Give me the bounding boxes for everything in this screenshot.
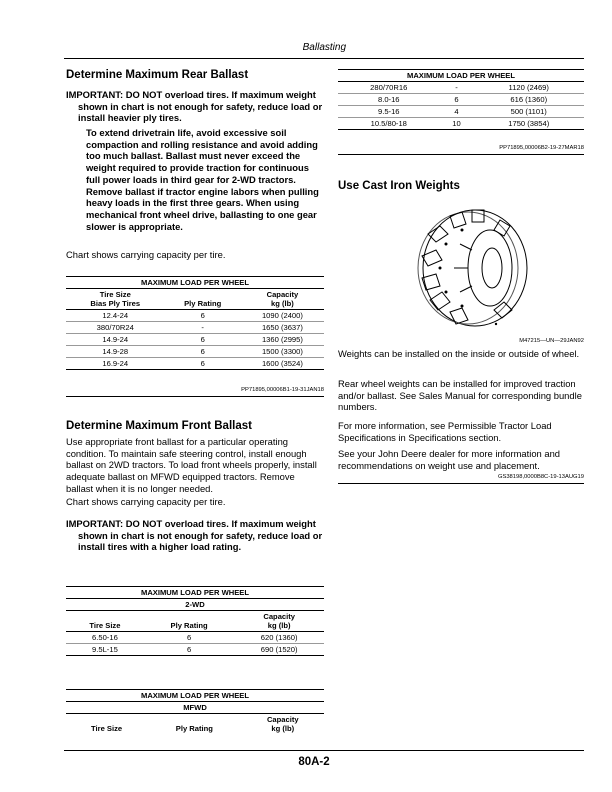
rear-ballast-heading: Determine Maximum Rear Ballast <box>66 69 249 81</box>
table-row: 10.5/80-18 10 1750 (3854) <box>338 118 584 130</box>
mfwd-table-caption: MAXIMUM LOAD PER WHEEL <box>66 690 324 702</box>
table-row: 12.4-24 6 1090 (2400) <box>66 310 324 322</box>
2wd-col-tire: Tire Size <box>66 611 144 632</box>
rear-table-caption: MAXIMUM LOAD PER WHEEL <box>66 277 324 289</box>
table-row: 6.50-16 6 620 (1360) <box>66 632 324 644</box>
mfwd-col-ply: Ply Rating <box>175 724 213 733</box>
dealer-text: See your John Deere dealer for more information and recommendations on weight use and placement. <box>338 448 560 471</box>
right-reference-code: PP71895,00006B2-19-27MAR18 <box>499 145 584 151</box>
section-end-rule <box>338 154 584 155</box>
front-body-text: Use appropriate front ballast for a particular operating condition. To maintain safe steering control, install enough ballast on 2WD tractors. To load front wheels properly, install adequate ballast on MFWD equipped tractors. Remove ballast when it is no longer needed. <box>66 436 317 494</box>
2wd-table-subhead: 2-WD <box>66 599 324 611</box>
2wd-col-ply: Ply Rating <box>144 611 235 632</box>
rear-load-table <box>66 276 324 370</box>
table-row: 9.5L-15 6 690 (1520) <box>66 644 324 656</box>
table-row: 16.9-24 6 1600 (3524) <box>66 358 324 370</box>
2wd-table-caption: MAXIMUM LOAD PER WHEEL <box>66 587 324 599</box>
table-row: 280/70R16 - 1120 (2469) <box>338 82 584 94</box>
table-row: 380/70R24 - 1650 (3637) <box>66 322 324 334</box>
wheel-weights-illustration <box>400 204 540 332</box>
rear-col-ply: Ply Rating <box>165 289 241 310</box>
table-row: 14.9-24 6 1360 (2995) <box>66 334 324 346</box>
front-2wd-table <box>66 586 324 656</box>
mfwd-col-tire: Tire Size <box>91 724 123 733</box>
weights-install-text: Weights can be installed on the inside or outside of wheel. <box>338 348 580 359</box>
rear-load-table-continued <box>338 69 584 130</box>
mfwd-table-subhead: MFWD <box>66 702 324 714</box>
section-end-rule <box>66 396 324 397</box>
front-chart-note: Chart shows carrying capacity per tire. <box>66 496 226 507</box>
front-mfwd-table <box>66 689 324 734</box>
page-number: 80A-2 <box>298 756 330 768</box>
right-reference-code-2: GS38198,0000B8C-19-13AUG19 <box>497 474 584 480</box>
header-title: Ballasting <box>302 42 346 53</box>
footer-rule <box>64 750 584 751</box>
rear-chart-note: Chart shows carrying capacity per tire. <box>66 249 226 260</box>
rear-important-detail: To extend drivetrain life, avoid excessive soil compaction and rolling resistance and avoid adding too much ballast. Ballast must never exceed the weight required to provide traction for continuous full power loads in third gear for 2-WD tractors. Remove ballast if tractor engine labors when pulling heavy loads in the first three gears. When using mechanical front wheel drive, ballasting to one gear slower is appropriate. <box>86 127 319 232</box>
front-important-note: IMPORTANT: DO NOT overload tires. If maximum weight shown in chart is not enough for safety, reduce load or install tires with a higher load rating. <box>66 518 323 553</box>
header-rule <box>64 58 584 59</box>
2wd-col-capacity: Capacity kg (lb) <box>234 611 324 632</box>
mfwd-col-capacity: Capacity kg (lb) <box>266 715 299 733</box>
image-label: M47215—UN—29JAN92 <box>519 338 584 344</box>
more-info-text: For more information, see Permissible Tractor Load Specifications in Specifications section. <box>338 420 552 443</box>
front-ballast-heading: Determine Maximum Front Ballast <box>66 420 252 432</box>
rear-important-note: IMPORTANT: DO NOT overload tires. If maximum weight shown in chart is not enough for safety, reduce load or install heavier ply tires. <box>66 89 323 124</box>
rear-weights-text: Rear wheel weights can be installed for improved traction and/or ballast. See Sales Manual for corresponding bundle numbers. <box>338 378 582 413</box>
rear-col-capacity: Capacity kg (lb) <box>241 289 324 310</box>
section-end-rule <box>338 483 584 484</box>
table-row: 9.5-16 4 500 (1101) <box>338 106 584 118</box>
table-row: 14.9-28 6 1500 (3300) <box>66 346 324 358</box>
rear-reference-code: PP71895,00006B1-19-31JAN18 <box>241 387 324 393</box>
table-row: 8.0-16 6 616 (1360) <box>338 94 584 106</box>
continued-table-caption: MAXIMUM LOAD PER WHEEL <box>338 70 584 82</box>
rear-col-tire: Tire Size Bias Ply Tires <box>66 289 165 310</box>
cast-iron-heading: Use Cast Iron Weights <box>338 180 460 192</box>
